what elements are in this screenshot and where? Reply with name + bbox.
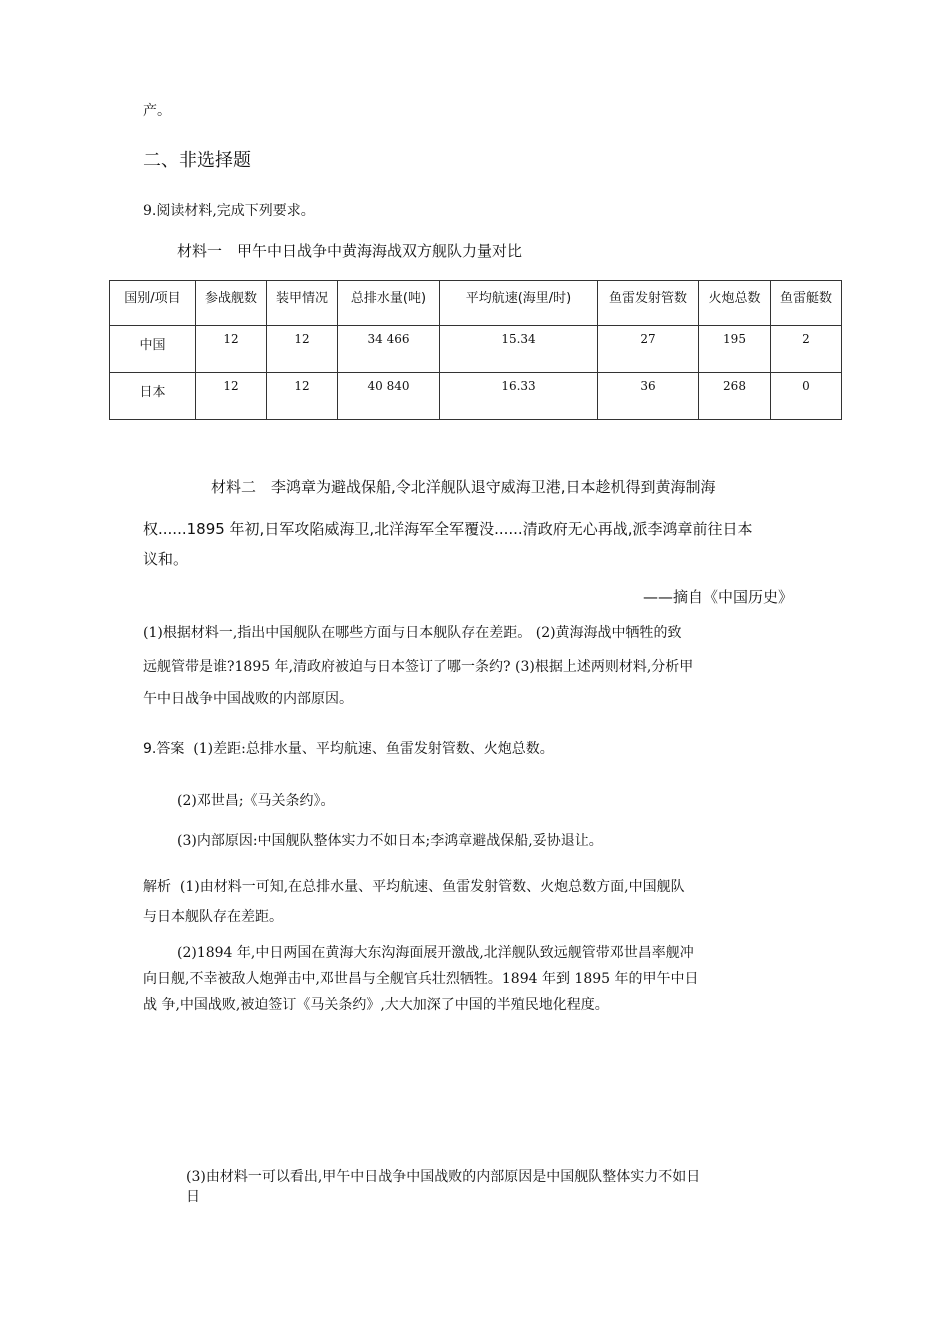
- table-row: [110, 326, 842, 373]
- analysis-label: 解析: [143, 879, 171, 895]
- header-cell: 总排水量(吨): [338, 281, 440, 326]
- fleet-comparison-table: [109, 280, 842, 420]
- header-cell: 国别/项目: [110, 281, 196, 326]
- material2-line: 材料二 李鸿章为避战保船,令北洋舰队退守威海卫港,日本趁机得到黄海制海: [211, 478, 716, 496]
- header-cell: 鱼雷艇数: [771, 281, 842, 326]
- analysis-line: (2)1894 年,中日两国在黄海大东沟海面展开激战,北洋舰队致远舰管带邓世昌率舰冲: [177, 945, 694, 961]
- table-cell: 195: [699, 326, 771, 373]
- table-cell: 34 466: [338, 326, 440, 373]
- header-cell: 装甲情况: [267, 281, 338, 326]
- table-cell: 40 840: [338, 373, 440, 420]
- section-title: 二、非选择题: [143, 150, 251, 171]
- question-line: 远舰管带是谁?1895 年,清政府被迫与日本签订了哪一条约? (3)根据上述两则材料,分析甲: [143, 659, 694, 675]
- analysis-line: 向日舰,不幸被敌人炮弹击中,邓世昌与全舰官兵壮烈牺牲。1894 年到 1895 年的甲午中日: [143, 971, 699, 987]
- table-cell: 36: [598, 373, 699, 420]
- table-cell: 15.34: [440, 326, 598, 373]
- analysis-line: 日: [186, 1189, 200, 1205]
- header-cell: 参战舰数: [196, 281, 267, 326]
- material2-source: ——摘自《中国历史》: [643, 588, 794, 606]
- material1-title: 材料一 甲午中日战争中黄海海战双方舰队力量对比: [177, 242, 523, 260]
- answer-text: (1)差距:总排水量、平均航速、鱼雷发射管数、火炮总数。: [193, 741, 554, 757]
- table-cell: 12: [267, 326, 338, 373]
- table-cell: 0: [771, 373, 842, 420]
- text-fragment: 产。: [143, 103, 171, 119]
- table-row: [110, 373, 842, 420]
- answer-part2: (2)邓世昌;《马关条约》。: [177, 793, 335, 809]
- answer-label: 9.答案: [143, 741, 185, 757]
- question-line: (1)根据材料一,指出中国舰队在哪些方面与日本舰队存在差距。 (2)黄海海战中牺牲的致: [143, 625, 682, 641]
- analysis-line: 与日本舰队存在差距。: [143, 909, 283, 925]
- table-cell: 268: [699, 373, 771, 420]
- row-country: 中国: [110, 326, 196, 373]
- table-cell: 12: [196, 326, 267, 373]
- header-cell: 鱼雷发射管数: [598, 281, 699, 326]
- table-cell: 27: [598, 326, 699, 373]
- header-cell: 火炮总数: [699, 281, 771, 326]
- header-cell: 平均航速(海里/时): [440, 281, 598, 326]
- analysis-p1: [143, 876, 685, 896]
- table-header-row: [110, 281, 842, 326]
- table-cell: 12: [267, 373, 338, 420]
- table-cell: 2: [771, 326, 842, 373]
- analysis-text: (1)由材料一可知,在总排水量、平均航速、鱼雷发射管数、火炮总数方面,中国舰队: [179, 879, 685, 895]
- question-line: 午中日战争中国战败的内部原因。: [143, 691, 353, 707]
- answer-part1: [143, 738, 554, 758]
- material2-line: 议和。: [143, 550, 189, 568]
- table-cell: 16.33: [440, 373, 598, 420]
- answer-part3: (3)内部原因:中国舰队整体实力不如日本;李鸿章避战保船,妥协退让。: [177, 833, 603, 849]
- material2-line: 权......1895 年初,日军攻陷威海卫,北洋海军全军覆没......清政府无心再战,派李鸿章前往日本: [143, 520, 753, 538]
- analysis-line: (3)由材料一可以看出,甲午中日战争中国战败的内部原因是中国舰队整体实力不如日: [186, 1169, 701, 1185]
- analysis-line: 战 争,中国战败,被迫签订《马关条约》,大大加深了中国的半殖民地化程度。: [143, 997, 609, 1013]
- row-country: 日本: [110, 373, 196, 420]
- table-cell: 12: [196, 373, 267, 420]
- question-intro: 9.阅读材料,完成下列要求。: [143, 203, 315, 219]
